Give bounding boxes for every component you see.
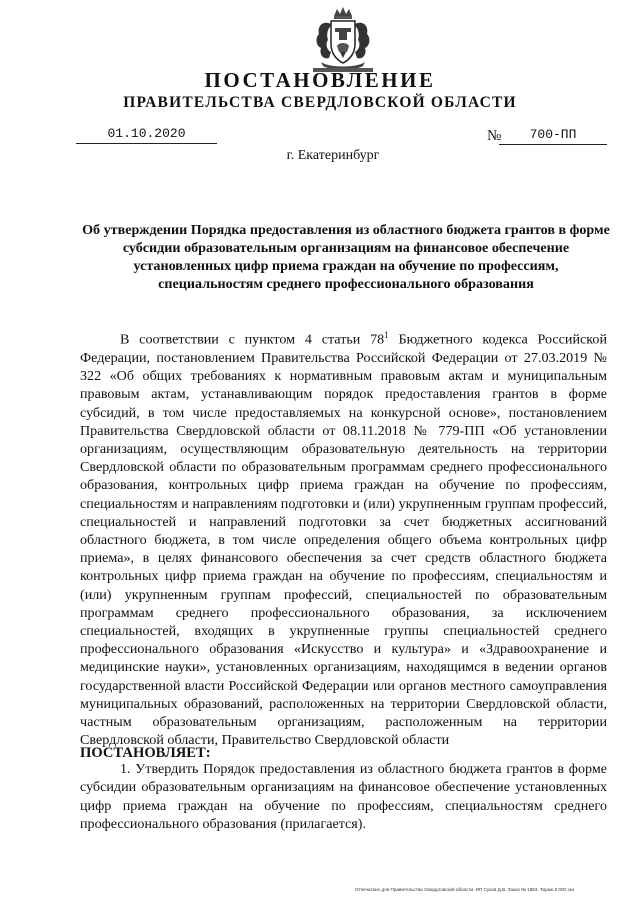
document-subject: Об утверждении Порядка предоставления из областного бюджета грантов в форме субсидии образовательным организациям на финансовое обеспечение установленных цифр приема граждан на обучение по профессиям, специальностям среднего профессионального образования <box>82 222 610 292</box>
decree-item-1: 1. Утвердить Порядок предоставления из областного бюджета грантов в форме субсидии образовательным организациям на финансовое обеспечение установленных цифр приема граждан на обучение по профессиям, специальностям среднего профессионального образования (прилагается). <box>80 761 607 833</box>
preamble-text-rest: Бюджетного кодекса Российской Федерации, постановлением Правительства Российской Федерации от 27.03.2019 № 322 «Об общих требованиях к нормативным правовым актам и муниципальным правовым актам, устанавливающим порядок предоставления грантов в форме субсидий, в том числе предоставляемых на конкурсной основе», постановлением Правительства Свердловской области от 08.11.2018 № 779-ПП «Об установлении организациям, осуществляющим образовательную деятельность на территории Свердловской области по образовательным программам среднего профессионального образования, контрольных цифр приема граждан на обучение по профессиям, специальностям и направлениям подготовки и (или) укрупненным группам профессий, специальностей и направлений подготовки за счет бюджетных ассигнований областного бюджета, в том числе определения общего объема контрольных цифр приема», в целях финансового обеспечения за счет средств областного бюджета контрольных цифр приема граждан на обучение по профессиям, специальностям и (или) укрупненным группам профессий, специальностей по образовательным программам среднего профессионального образования, за исключением специальностей, входящих в укрупненные группы специальностей среднего профессионального образования «Искусство и культура» и «Здравоохранение и медицинские науки», установленных организациям, находящимся в ведении органов государственной власти Российской Федерации или органов местного самоуправления муниципальных образований, расположенных на территории Свердловской области, частным образовательным организациям, расположенным на территории Свердловской области, Правительство Свердловской области <box>80 331 607 749</box>
number-label: № <box>487 128 502 144</box>
decree-word: ПОСТАНОВЛЯЕТ: <box>80 745 211 761</box>
number-underline <box>499 144 607 145</box>
preamble-text-start: В соответствии с пунктом 4 статьи 78 <box>120 331 385 348</box>
sverdlovsk-coat-of-arms-icon <box>301 6 385 74</box>
issuer-title: ПРАВИТЕЛЬСТВА СВЕРДЛОВСКОЙ ОБЛАСТИ <box>123 94 517 111</box>
document-number: 700-ПП <box>529 127 577 142</box>
article-superscript: 1 <box>384 330 389 340</box>
preamble-paragraph <box>80 326 607 749</box>
document-date: 01.10.2020 <box>107 126 186 141</box>
date-underline <box>76 143 217 144</box>
printing-footer: Отпечатано для Правительства Свердловской области. ИП Сухов Д.В. Заказ № 1963. Тираж 2 000 экз. <box>355 887 576 892</box>
city: г. Екатеринбург <box>286 148 380 163</box>
document-type-title: ПОСТАНОВЛЕНИЕ <box>204 68 436 92</box>
